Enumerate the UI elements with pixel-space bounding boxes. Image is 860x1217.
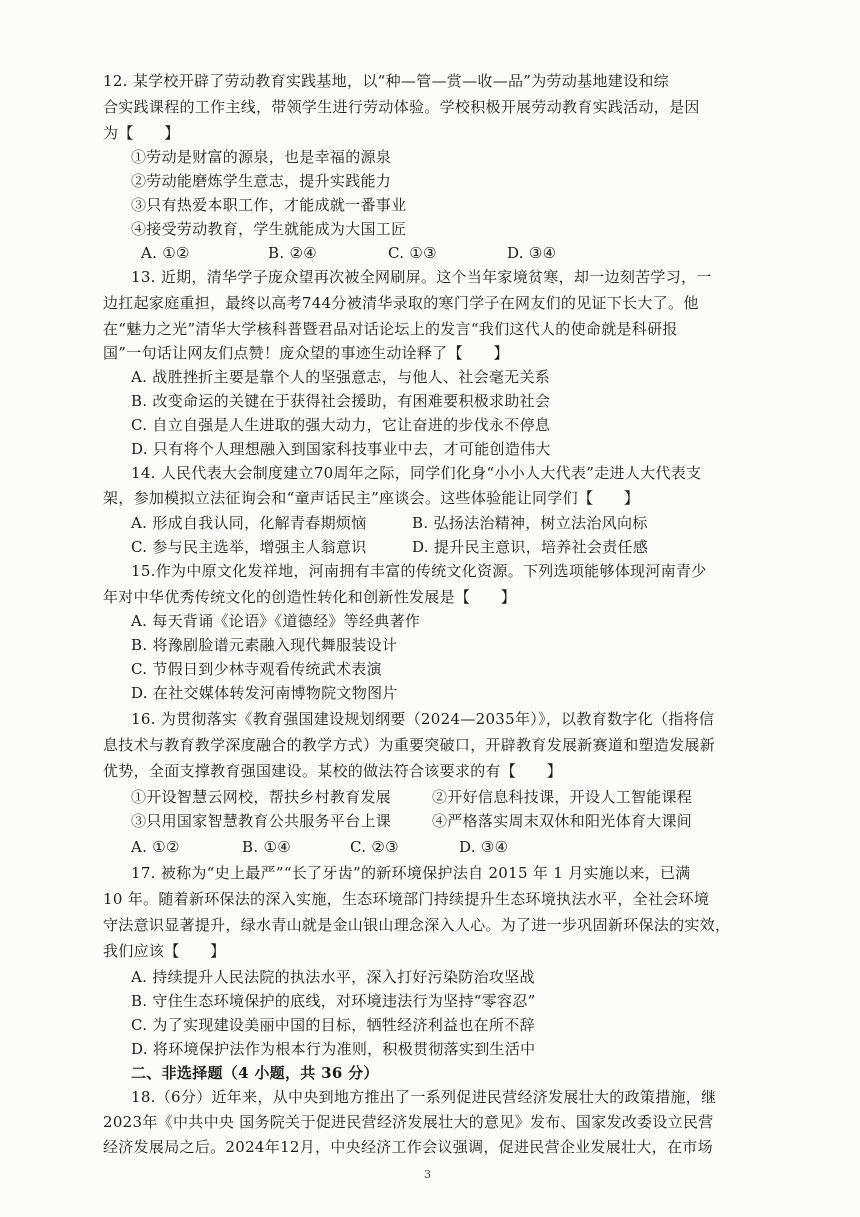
q12-option-b: B. ②④ xyxy=(268,244,317,262)
q17-option-a: A. 持续提升人民法院的执法水平，深入打好污染防治攻坚战 xyxy=(131,968,535,986)
q17-stem-line-2: 10 年。随着新环保法的深入实施，生态环境部门持续提升生态环境执法水平，全社会环境 xyxy=(103,890,710,908)
q14-stem-line-1: 14. 人民代表大会制度建立70周年之际，同学们化身“小小人大代表”走进人大代表支 xyxy=(131,464,702,482)
q16-option-a: A. ①② xyxy=(131,838,180,856)
q15-stem-line-2: 年对中华优秀传统文化的创造性转化和创新性发展是【 】 xyxy=(103,588,517,606)
q16-statement-1: ①开设智慧云网校，帮扶乡村教育发展 xyxy=(131,788,392,806)
q13-option-d: D. 只有将个人理想融入到国家科技事业中去，才可能创造伟大 xyxy=(131,440,551,458)
q16-statement-4: ④严格落实周末双休和阳光体育大课间 xyxy=(432,812,693,830)
q16-option-d: D. ③④ xyxy=(459,838,509,856)
q17-option-d: D. 将环境保护法作为根本行为准则，积极贯彻落实到生活中 xyxy=(131,1040,536,1058)
q14-option-b: B. 弘扬法治精神，树立法治风向标 xyxy=(412,514,648,532)
q12-statement-1: ①劳动是财富的源泉，也是幸福的源泉 xyxy=(131,148,392,166)
q12-option-d: D. ③④ xyxy=(507,244,557,262)
q18-stem-line-2: 2023年《中共中央 国务院关于促进民营经济发展壮大的意见》发布、国家发改委设立民营 xyxy=(103,1113,714,1131)
q15-option-b: B. 将豫剧脸谱元素融入现代舞服装设计 xyxy=(131,636,398,654)
page-number: 3 xyxy=(424,1168,431,1181)
q18-stem-line-1: 18.（6分）近年来，从中央到地方推出了一系列促进民营经济发展壮大的政策措施，继 xyxy=(131,1088,717,1106)
section-2-heading: 二、非选择题（4 小题，共 36 分） xyxy=(131,1064,379,1082)
q13-stem-line-1: 13. 近期，清华学子庞众望再次被全网刷屏。这个当年家境贫寒，却一边刻苦学习，一 xyxy=(131,268,712,286)
q17-stem-line-1: 17. 被称为“史上最严”“长了牙齿”的新环境保护法自 2015 年 1 月实施以来，已满 xyxy=(131,864,691,882)
q13-option-c: C. 自立自强是人生进取的强大动力，它让奋进的步伐永不停息 xyxy=(131,416,551,434)
q13-stem-line-2: 边扛起家庭重担，最终以高考744分被清华录取的寒门学子在网友们的见证下长大了。他 xyxy=(103,294,699,312)
q12-stem-line-1: 12. 某学校开辟了劳动教育实践基地，以“种—管—赏—收—品”为劳动基地建设和综 xyxy=(103,72,669,90)
q17-option-b: B. 守住生态环境保护的底线，对环境违法行为坚持“零容忍” xyxy=(131,992,536,1010)
q16-option-c: C. ②③ xyxy=(350,838,399,856)
q14-option-c: C. 参与民主选举，增强主人翁意识 xyxy=(131,538,367,556)
q15-option-c: C. 节假日到少林寺观看传统武术表演 xyxy=(131,660,382,678)
q16-stem-line-3: 优势，全面支撑教育强国建设。某校的做法符合该要求的有【 】 xyxy=(103,762,563,780)
q17-stem-line-4: 我们应该【 】 xyxy=(103,942,226,960)
q15-option-a: A. 每天背诵《论语》《道德经》等经典著作 xyxy=(131,612,421,630)
q12-stem-line-2: 合实践课程的工作主线，带领学生进行劳动体验。学校积极开展劳动教育实践活动，是因 xyxy=(103,98,700,116)
q16-stem-line-2: 息技术与教育教学深度融合的教学方式）为重要突破口，开辟教育发展新赛道和塑造发展新 xyxy=(103,736,716,754)
q14-option-d: D. 提升民主意识，培养社会责任感 xyxy=(412,538,649,556)
q18-stem-line-3: 经济发展局之后。2024年12月，中央经济工作会议强调，促进民营企业发展壮大，在市场 xyxy=(103,1138,713,1156)
q16-statement-2: ②开好信息科技课，开设人工智能课程 xyxy=(432,788,693,806)
q14-option-a: A. 形成自我认同，化解青春期烦恼 xyxy=(131,514,367,532)
q12-option-a: A. ①② xyxy=(141,244,190,262)
q13-option-b: B. 改变命运的关键在于获得社会援助，有困难要积极求助社会 xyxy=(131,392,551,410)
q12-statement-4: ④接受劳动教育，学生就能成为大国工匠 xyxy=(131,220,407,238)
q15-option-d: D. 在社交媒体转发河南博物院文物图片 xyxy=(131,684,398,702)
q17-stem-line-3: 守法意识显著提升，绿水青山就是金山银山理念深入人心。为了进一步巩固新环保法的实效， xyxy=(103,916,731,934)
q16-statement-3: ③只用国家智慧教育公共服务平台上课 xyxy=(131,812,392,830)
q13-stem-line-4: 国”一句话让网友们点赞！庞众望的事迹生动诠释了【 】 xyxy=(103,344,509,362)
q13-stem-line-3: 在“魅力之光”清华大学核科普暨君品对话论坛上的发言“我们这代人的使命就是科研报 xyxy=(103,320,678,338)
q12-statement-2: ②劳动能磨炼学生意志，提升实践能力 xyxy=(131,172,392,190)
q17-option-c: C. 为了实现建设美丽中国的目标，牺牲经济利益也在所不辞 xyxy=(131,1016,535,1034)
q12-option-c: C. ①③ xyxy=(388,244,437,262)
q15-stem-line-1: 15.作为中原文化发祥地，河南拥有丰富的传统文化资源。下列选项能够体现河南青少 xyxy=(131,562,707,580)
q12-statement-3: ③只有热爱本职工作，才能成就一番事业 xyxy=(131,196,407,214)
q13-option-a: A. 战胜挫折主要是靠个人的坚强意志，与他人、社会毫无关系 xyxy=(131,368,551,386)
q16-option-b: B. ①④ xyxy=(242,838,291,856)
q12-stem-line-3: 为【 】 xyxy=(103,124,180,142)
q16-stem-line-1: 16. 为贯彻落实《教育强国建设规划纲要（2024—2035年）》，以教育数字化（指将信 xyxy=(131,710,715,728)
q14-stem-line-2: 架，参加模拟立法征询会和“童声话民主”座谈会。这些体验能让同学们【 】 xyxy=(103,489,640,507)
